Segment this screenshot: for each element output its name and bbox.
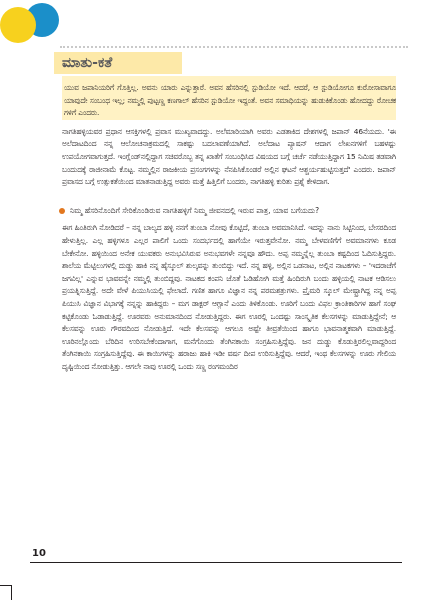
crop-mark [0, 585, 12, 600]
body-paragraph: ನಾಗತಿಹಳ್ಳಿಯವರ ಪ್ರಧಾನ ಆಸಕ್ತಿಗಳಲ್ಲಿ ಪ್ರವಾಸ ಮುಖ್ಯವಾದದ್ದು. ಅಲೆಮಾರಿಯಾಗಿ ಅವರು ಎಡತಾಕಿದ ದೇಶಗಳಲ್ಲಿ ಜಪಾನ್ 46ನೆಯದು. 'ಈ ಅಲೆದಾಟದಿಂದ ನನ್ನ ಆಲೋಚನಾಕ್ರಮದಲ್ಲಿ ಸಾಕಷ್ಟು ಬದಲಾವಣೆಯಾಗಿದೆ. ಅಲೆದಾಟ ಪ್ಯಾಷನ್ ಆದಾಗ ಲೇಖನಗಳಿಗೆ ಬಹಳಷ್ಟು ಉಪಯೋಗವಾಗುತ್ತದೆ. ಇಂಗ್ಲೆಂಡ್‌ನಲ್ಲಿದ್ದಾಗ ಸಚಿವರೊಬ್ಬ ತನ್ನ ಖಾತೆಗೆ ಸಂಬಂಧಿಸಿದ ವಿಷಯದ ಬಗ್ಗೆ ಚರ್ಚೆ ನಡೆಯುತ್ತಿದ್ದಾಗ 15 ನಿಮಿಷ ತಡವಾಗಿ ಬಂದುದಕ್ಕೆ ರಾಜೀನಾಮೆ ಕೊಟ್ಟ. ನಮ್ಮಲ್ಲಿನ ರಾಜಕೀಯ ಪ್ರಸಂಗಗಳನ್ನು ನೆನಪಿಸಿಕೊಂಡರೆ ಅಲ್ಲಿನ ಘಟನೆ ಆಶ್ಚರ್ಯಹುಟ್ಟಿಸುತ್ತದೆ' ಎಂದರು. ಜಪಾನ್ ಪ್ರವಾಸದ ಬಗ್ಗೆ ಉತ್ಸುಕತೆಯಿಂದ ಮಾತನಾಡುತ್ತಿದ್ದ ಅವರು ಮತ್ತೆ ಹಿತ್ತಿಲಿಗೆ ಬಂದರು, ನಾಗತಿಹಳ್ಳಿ ಕುರಿತು ಪ್ರಶ್ನೆ ಕೇಳಿದಾಗ. [62, 126, 396, 187]
corner-circles-decoration [0, 0, 60, 56]
article-body [62, 76, 396, 376]
footer-rule [30, 562, 402, 563]
intro-paragraph: ಯುವ ಜಪಾನಿಯರಿಗೆ ಗೊತ್ತಿಲ್ಲ. ಅವನು ಯಾರು ಎನ್ನುತ್ತಾರೆ. ಅವನ ಹೆಸರಿನಲ್ಲಿ ಸ್ಟುಡಿಯೋ ಇದೆ. ಆದರೆ, ಆ ಸ್ಟುಡಿಯೋಗೂ ಕುರೋಸಾವಾಗೂ ಯಾವುದೇ ಸಂಬಂಧ ಇಲ್ಲ; ನಮ್ಮಲ್ಲಿ ಪುಟ್ಟಣ್ಣ ಕಣಗಾಲ್ ಹೆಸರಿನ ಸ್ಟುಡಿಯೋ ಇದ್ದಂತೆ. ಅವನ ಸಮಾಧಿಯನ್ನು ಹುಡುಕಿಕೊಂಡು ಹೋದದ್ದು ರೋಚಕ ಗಳಿಗೆ ಎಂದರು. [62, 76, 396, 120]
section-title: ಮಾತು-ಕತೆ [62, 55, 113, 71]
yellow-circle [0, 7, 36, 43]
question-bullet-icon [59, 208, 65, 214]
header-dotted-rule [60, 46, 408, 48]
question-text: ನಿಮ್ಮ ಹೆಸರಿನೊಂದಿಗೆ ಸೇರಿಕೊಂಡಿರುವ ನಾಗತಿಹಳ್ಳಿಗೆ ನಿಮ್ಮ ಜೀವನದಲ್ಲಿ ಇರುವ ಪಾತ್ರ, ಯಾವ ಬಗೆಯದು? [70, 205, 320, 215]
answer-paragraph: ಈಗ ಹಿಂತಿರುಗಿ ನೋಡಿದರೆ – ನನ್ನ ಬಾಲ್ಯದ ಹಳ್ಳಿ ನನಗೆ ತುಂಬಾ ನೋವು ಕೊಟ್ಟಿದೆ, ತುಂಬಾ ಅವಮಾನಿಸಿದೆ. ಇದನ್ನು ನಾನು ಸಿಟ್ಟಿನಿಂದ, ಬೇಸರದಿಂದ ಹೇಳುತ್ತಿಲ್ಲ. ಎಲ್ಲ ಹಳ್ಳಿಗಳೂ ಎಲ್ಲರ ಪಾಲಿಗೆ ಒಂದು ಸಂದರ್ಭದಲ್ಲಿ ಹಾಗೆಯೇ ಇರುತ್ತವೇನೋ. ನಮ್ಮ ಬೇಳವಣಿಗೆಗೆ ಅವಮಾನಗಳು ಕೂಡ ಬೇಕೇನೋ. ಹಳ್ಳಿಯಿಂದ ಅನೇಕ ಯುವಕರು ಅನುಭವಿಸಿರುವ ಅನುಭವಗಳೇ ನನ್ನವೂ ಹೌದು. ಅಪ್ಪ ನಮ್ಮನ್ನೆಲ್ಲ ತುಂಬಾ ಕಷ್ಟದಿಂದ ಓದಿಸುತ್ತಿದ್ದರು. ಶಾಲೆಯ ಮೆಟ್ಟಿಲುಗಳಲ್ಲಿ ದುಡ್ಡು ಹಾಕಿ ನನ್ನ ಹೈಸ್ಕೂಲ್ ಶುಲ್ಕವನ್ನು ತುಂಬಿದ್ದು ಇದೆ. ನನ್ನ ಹಳ್ಳಿ, ಅಲ್ಲಿನ ಒಡನಾಟ, ಅಲ್ಲಿನ ನಾಟಕಗಳು – 'ಇದರಾಚೆಗೆ ಜಗವಿಲ್ಲ' ಎನ್ನುವ ಭಾವವನ್ನೇ ನಮ್ಮಲ್ಲಿ ತುಂಬಿದ್ದವು. ನಾಟಕದ ಕಂಪನಿ ಜೊತೆ ಓಡಿಹೋಗಿ ಮತ್ತೆ ಹಿಂದಿರುಗಿ ಬಂದು ಹಳ್ಳಿಯಲ್ಲಿ ನಾಟಕ ಆಡಿಸಲು ಪ್ರಯತ್ನಿಸುತ್ತಿದ್ದೆ. ಅದೇ ವೇಳೆ ಪಿಯುಸಿಯಲ್ಲಿ ಫೇಲಾದೆ. ಗಣಿತ ಹಾಗೂ ವಿಜ್ಞಾನ ನನ್ನ ಪರಮಶತ್ರುಗಳು. ಪ್ರೈಮರಿ ಸ್ಕೂಲ್ ಮೇಷ್ಟ್ರಾಗಿದ್ದ ನನ್ನ ಅಪ್ಪ ಪಿಯುಸಿ ವಿಜ್ಞಾನ ವಿಭಾಗಕ್ಕೆ ನನ್ನನ್ನು ಹಾಕಿದ್ದರು – ಮಗ ಡಾಕ್ಟರ್ ಆಗ್ಲಾನೆ ಎಂದು ತಿಳಿಕೊಂಡು. ಊರಿಗೆ ಬಂದು ವಿಫಲ ಕ್ರಾಂತಿಕಾರಿಗಳ ಹಾಗೆ ಸಂಘ ಕಟ್ಟಿಕೊಂಡು ಓಡಾಡುತ್ತಿದ್ದೆ. ಊರವರು ಅನುಮಾನದಿಂದ ನೋಡುತ್ತಿದ್ದರು. ಈಗ ಊರಲ್ಲಿ ಒಂದಷ್ಟು ಸಾಂಸ್ಕೃತಿಕ ಕೆಲಸಗಳನ್ನು ಮಾಡುತ್ತಿದ್ದೇನೆ; ಆ ಕೆಲಸವನ್ನು ಊರು ಗೌರವದಿಂದ ನೋಡುತ್ತಿದೆ. ಇದೇ ಕೆಲಸವನ್ನು ಆಗಲೂ ಅಷ್ಟೇ ತೀವ್ರತೆಯಿಂದ ಹಾಗೂ ಭಾವನಾತ್ಮಕವಾಗಿ ಮಾಡುತ್ತಿದ್ದೆ. ಊರಿನಲ್ಲೊಂದು ಬೆರಿದಿನ ಉರಿಸಬೇಕೆಂದಾಗಾಗ, ಮನೆಗೊಂದು ತೆಂಗಿನಕಾಯಿ ಸಂಗ್ರಹಿಸುತ್ತಿದ್ದೆವು. ಜನ ದುಡ್ಡು ಕೊಡುತ್ತಿರಲಿಲ್ಲವಾದ್ದರಿಂದ ತೆಂಗಿನಕಾಯಿ ಸಂಗ್ರಹಿಸುತ್ತಿದ್ದೆವು. ಈ ಕಾಯಿಗಳನ್ನು ಹರಾಜು ಹಾಕಿ ಇಡೀ ವರ್ಷ ದೀಪ ಉರಿಸುತ್ತಿದ್ದೆವು. ಆದರೆ, ಇಂಥ ಕೆಲಸಗಳನ್ನು ಊರು ಗೇಲಿಯ ದೃಷ್ಟಿಯಿಂದ ನೋಡುತ್ತಿತ್ತು. ಆಗಲೇ ನಾವು ಊರಲ್ಲಿ ಒಂದು ಸಣ್ಣ ರಂಗಮಂದಿರ [62, 223, 396, 371]
page-number: 10 [32, 548, 46, 559]
interview-question [62, 205, 396, 218]
